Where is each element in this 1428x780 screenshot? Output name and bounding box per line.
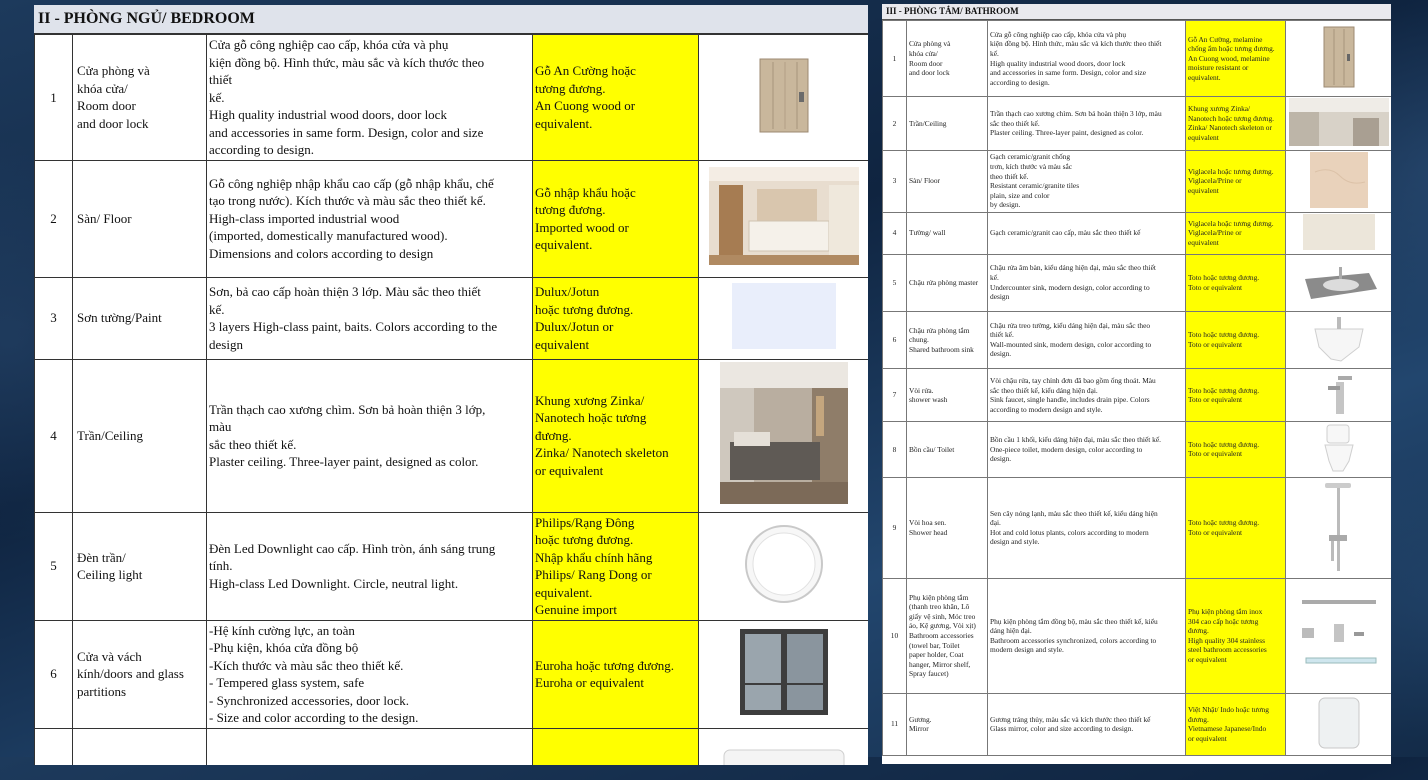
item-image	[1286, 212, 1392, 254]
item-description: Trần thạch cao xương chìm. Sơn bả hoàn thiện 3 lớp, màu sắc theo thiết kế. Plaster ceiling. Three-layer paint, designed as color.	[988, 97, 1186, 151]
table-row	[883, 422, 1392, 478]
item-image	[699, 359, 869, 512]
item-description: Đèn Led Downlight cao cấp. Hình tròn, ánh sáng trung tính. High-class Led Downlight. Circle, neutral light.	[207, 512, 533, 620]
item-image	[699, 512, 869, 620]
bathroom-spec-table	[882, 20, 1391, 756]
item-image	[699, 728, 869, 765]
air-conditioner-image	[722, 736, 846, 765]
item-brand: Toto hoặc tương đương. Toto or equivalent	[1186, 311, 1286, 369]
item-name: Sàn/ Floor	[73, 160, 207, 277]
row-number: 2	[35, 160, 73, 277]
item-name: Vòi rửa. shower wash	[907, 369, 988, 422]
item-brand: Gỗ An Cường, melamine chống ẩm hoặc tương đương. An Cuong wood, melamine moisture resistant or equivalent.	[1186, 21, 1286, 97]
row-number: 7	[883, 369, 907, 422]
row-number: 11	[883, 693, 907, 755]
row-number: 4	[883, 212, 907, 254]
item-brand: Khung xương Zinka/ Nanotech hoặc tương đương. Zinka/ Nanotech skeleton or equivalent	[1186, 97, 1286, 151]
bedroom-section-title: II - PHÒNG NGỦ/ BEDROOM	[34, 5, 868, 34]
item-image	[699, 35, 869, 161]
item-name: Cửa và vách kính/doors and glass partitions	[73, 620, 207, 728]
item-brand: Việt Nhật/ Indo hoặc tương đương. Vietnamese Japanese/Indo or equivalent	[1186, 693, 1286, 755]
item-name: Chậu rửa phòng master	[907, 254, 988, 311]
item-name: Cửa phòng và khóa cửa/ Room door and door lock	[73, 35, 207, 161]
bathroom-spec-sheet	[882, 4, 1391, 764]
row-number: 5	[883, 254, 907, 311]
shower-image	[1319, 479, 1359, 573]
downlight-image	[743, 523, 825, 605]
bedroom-spec-sheet	[34, 5, 868, 765]
item-name: Phụ kiện phòng tắm (thanh treo khăn, Lô giấy vệ sinh, Móc treo áo, Kệ gương, Vòi xịt) Bathroom accessories (towel bar, Toilet paper holder, Coat hanger, Mirror shelf, Spray faucet)	[907, 578, 988, 693]
item-image	[699, 620, 869, 728]
bathroom-accessories-image	[1294, 592, 1384, 676]
item-image	[1286, 150, 1392, 212]
item-name: Chậu rửa phòng tắm chung. Shared bathroom sink	[907, 311, 988, 369]
item-name: Bồn cầu/ Toilet	[907, 422, 988, 478]
row-number: 1	[883, 21, 907, 97]
table-row	[35, 620, 869, 728]
item-image	[1286, 254, 1392, 311]
table-row	[35, 35, 869, 161]
item-brand: Toto hoặc tương đương. Toto or equivalent	[1186, 422, 1286, 478]
floor-tile-image	[1310, 152, 1368, 208]
table-row	[35, 728, 869, 765]
item-name: Sơn tường/Paint	[73, 277, 207, 359]
item-description: Sơn, bả cao cấp hoàn thiện 3 lớp. Màu sắc theo thiết kế. 3 layers High-class paint, baits. Colors according to the design	[207, 277, 533, 359]
item-brand: Gỗ nhập khẩu hoặc tương đương. Imported wood or equivalent.	[533, 160, 699, 277]
item-name: Vòi hoa sen. Shower head	[907, 477, 988, 578]
table-row	[883, 477, 1392, 578]
item-image	[1286, 21, 1392, 97]
table-row	[883, 150, 1392, 212]
mirror-image	[1317, 696, 1361, 750]
item-brand: Philips/Rạng Đông hoặc tương đương. Nhập khẩu chính hãng Philips/ Rang Dong or equivalent. Genuine import	[533, 512, 699, 620]
item-name: Trần/Ceiling	[73, 359, 207, 512]
item-brand: Toto hoặc tương đương. Toto or equivalent	[1186, 254, 1286, 311]
bedroom-photo-image	[709, 167, 859, 265]
item-brand: Toto hoặc tương đương. Toto or equivalent	[1186, 369, 1286, 422]
row-number: 1	[35, 35, 73, 161]
item-name: Tường/ wall	[907, 212, 988, 254]
item-description: Gỗ công nghiệp nhập khẩu cao cấp (gỗ nhập khẩu, chế tạo trong nước). Kích thước và màu sắc theo thiết kế. High-class imported industrial wood (imported, domestically manufactured wood). Dimensions and colors according to design	[207, 160, 533, 277]
item-image	[1286, 369, 1392, 422]
item-image	[1286, 693, 1392, 755]
row-number: 5	[35, 512, 73, 620]
item-description: Bồn cầu 1 khối, kiểu dáng hiện đại, màu sắc theo thiết kế. One-piece toilet, modern design, color according to design.	[988, 422, 1186, 478]
item-description: Gương tráng thủy, màu sắc và kích thước theo thiết kế Glass mirror, color and size according to design.	[988, 693, 1186, 755]
item-image	[1286, 578, 1392, 693]
bathroom-section-title: III - PHÒNG TẮM/ BATHROOM	[882, 4, 1391, 20]
item-name: Trần/Ceiling	[907, 97, 988, 151]
item-brand: Toto hoặc tương đương. Toto or equivalent	[1186, 477, 1286, 578]
item-description: Chậu rửa âm bàn, kiểu dáng hiện đại, màu sắc theo thiết kế. Undercounter sink, modern design, color according to design	[988, 254, 1186, 311]
item-image	[699, 160, 869, 277]
wall-tile-image	[1303, 214, 1375, 250]
item-brand: Viglacela hoặc tương đương. Viglacela/Prine or equivalent	[1186, 150, 1286, 212]
ceiling-photo-image	[1289, 98, 1389, 146]
item-description: Vòi chậu rửa, tay chỉnh đơn đã bao gồm ống thoát. Màu sắc theo thiết kế, kiểu dáng hiện đại. Sink faucet, single handle, includes drain pipe. Colors according to modern design and style.	[988, 369, 1186, 422]
item-description: Cửa gỗ công nghiệp cao cấp, khóa cửa và phụ kiện đồng bộ. Hình thức, màu sắc và kích thước theo thiết kế. High quality industrial wood doors, door lock and accessories in same form. Design, color and size according to design.	[207, 35, 533, 161]
faucet-image	[1322, 372, 1356, 416]
item-image	[1286, 97, 1392, 151]
item-description: -Hệ kính cường lực, an toàn -Phụ kiện, khóa cửa đồng bộ -Kích thước và màu sắc theo thiết kế. - Tempered glass system, safe - Synchronized accessories, door lock. - Size and color according to the design.	[207, 620, 533, 728]
row-number: 4	[35, 359, 73, 512]
table-row	[883, 369, 1392, 422]
item-description: Gạch ceramic/granit chống trơn, kích thước và màu sắc theo thiết kế. Resistant ceramic/granite tiles plain, size and color by design.	[988, 150, 1186, 212]
item-description: Sen cây nóng lạnh, màu sắc theo thiết kế, kiểu dáng hiện đại. Hot and cold lotus plants, colors according to modern design and style.	[988, 477, 1186, 578]
item-name: Gương. Mirror	[907, 693, 988, 755]
table-row	[883, 212, 1392, 254]
item-image	[1286, 422, 1392, 478]
ceiling-photo-image	[720, 362, 848, 504]
wood-door-image	[1323, 26, 1355, 88]
item-brand: Dulux/Jotun hoặc tương đương. Dulux/Jotun or equivalent	[533, 277, 699, 359]
table-row	[35, 160, 869, 277]
counter-sink-image	[1299, 259, 1379, 303]
row-number: 3	[883, 150, 907, 212]
item-image	[1286, 477, 1392, 578]
item-name: Đèn trần/ Ceiling light	[73, 512, 207, 620]
row-number: 10	[883, 578, 907, 693]
item-name: Cửa phòng và khóa cửa/ Room door and door lock	[907, 21, 988, 97]
row-number: 6	[35, 620, 73, 728]
item-name: Sàn/ Floor	[907, 150, 988, 212]
row-number: 6	[883, 311, 907, 369]
table-row	[883, 311, 1392, 369]
row-number: 2	[883, 97, 907, 151]
item-image	[1286, 311, 1392, 369]
wall-sink-image	[1311, 313, 1367, 365]
table-row	[35, 512, 869, 620]
item-brand: Viglacela hoặc tương đương. Viglacela/Prine or equivalent	[1186, 212, 1286, 254]
item-description: Cửa gỗ công nghiệp cao cấp, khóa cửa và phụ kiện đồng bộ. Hình thức, màu sắc và kích thước theo thiết kế. High quality industrial wood doors, door lock and accessories in same form. Design, color and size according to design.	[988, 21, 1186, 97]
row-number: 8	[883, 422, 907, 478]
row-number: 3	[35, 277, 73, 359]
toilet-image	[1321, 423, 1357, 473]
table-row	[883, 693, 1392, 755]
table-row	[883, 97, 1392, 151]
item-description: Trần thạch cao xương chìm. Sơn bả hoàn thiện 3 lớp, màu sắc theo thiết kế. Plaster ceiling. Three-layer paint, designed as color.	[207, 359, 533, 512]
wood-door-image	[759, 58, 809, 133]
item-image	[699, 277, 869, 359]
item-brand: Khung xương Zinka/ Nanotech hoặc tương đương. Zinka/ Nanotech skeleton or equivalent	[533, 359, 699, 512]
table-row	[35, 359, 869, 512]
item-description: Phụ kiện phòng tắm đồng bộ, màu sắc theo thiết kế, kiểu dáng hiện đại. Bathroom accessories synchronized, colors according to modern design and style.	[988, 578, 1186, 693]
table-row	[883, 21, 1392, 97]
item-description: Gạch ceramic/granit cao cấp, màu sắc theo thiết kế	[988, 212, 1186, 254]
table-row	[883, 578, 1392, 693]
window-image	[739, 628, 829, 716]
bedroom-spec-table	[34, 34, 868, 765]
item-brand: Euroha hoặc tương đương. Euroha or equivalent	[533, 620, 699, 728]
item-brand: Phụ kiện phòng tắm inox 304 cao cấp hoặc tương đương. High quality 304 stainless steel bathroom accessories or equivalent	[1186, 578, 1286, 693]
item-brand: Gỗ An Cường hoặc tương đương. An Cuong wood or equivalent.	[533, 35, 699, 161]
item-description: Chậu rửa treo tường, kiểu dáng hiện đại, màu sắc theo thiết kế. Wall-mounted sink, modern design, color according to design.	[988, 311, 1186, 369]
row-number: 9	[883, 477, 907, 578]
table-row	[35, 277, 869, 359]
table-row	[883, 254, 1392, 311]
paint-swatch-image	[732, 283, 836, 349]
